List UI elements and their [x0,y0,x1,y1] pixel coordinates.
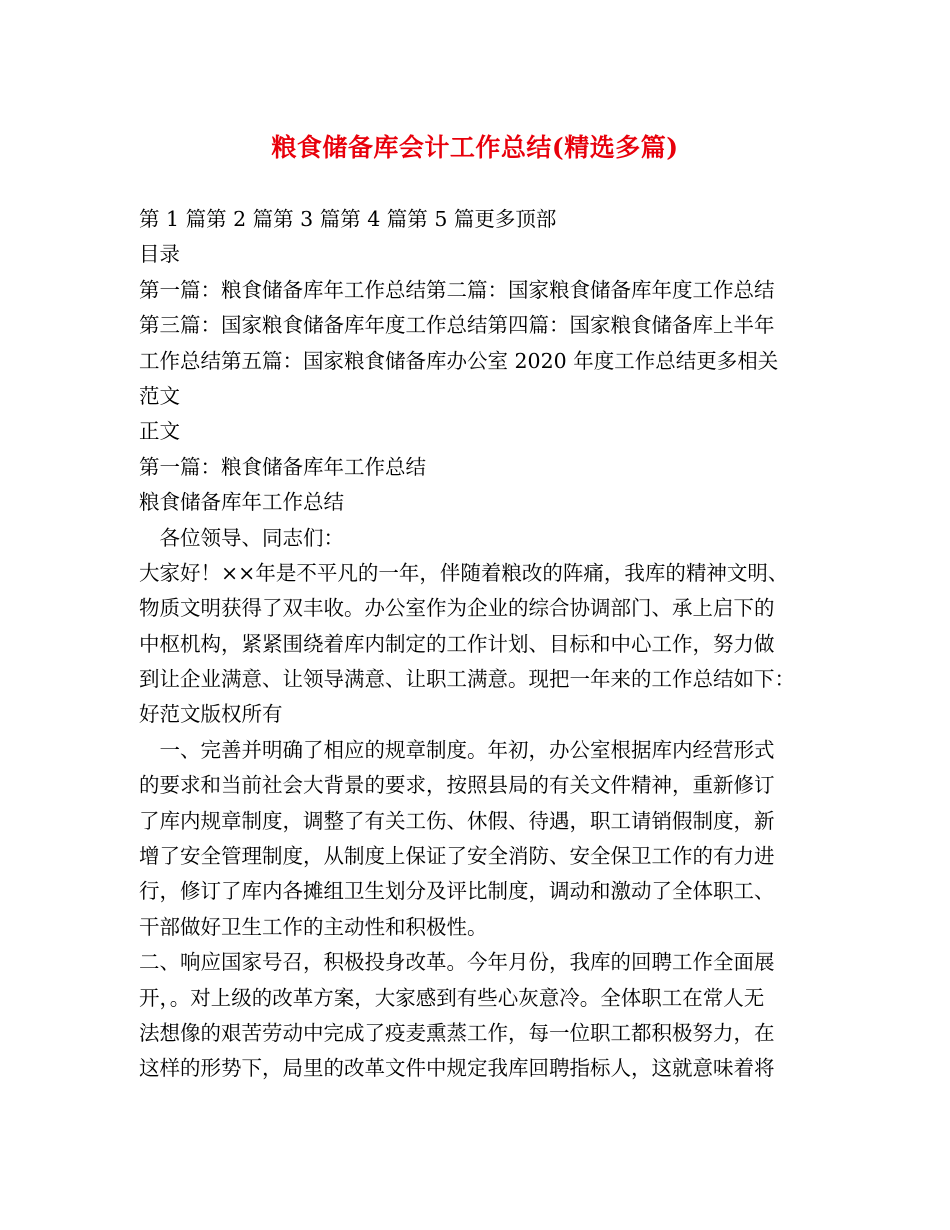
body-line: 第一篇：粮食储备库年工作总结第二篇：国家粮食储备库年度工作总结 [139,277,775,302]
body-line: 这样的形势下，局里的改革文件中规定我库回聘指标人，这就意味着将 [139,1056,775,1081]
body-line: 各位领导、同志们： [139,525,344,550]
body-line: 粮食储备库年工作总结 [139,490,344,515]
body-line: 第一篇：粮食储备库年工作总结 [139,454,426,479]
body-line: 目录 [139,242,180,267]
body-line: 物质文明获得了双丰收。办公室作为企业的综合协调部门、承上启下的 [139,596,775,621]
body-line: 一、完善并明确了相应的规章制度。年初，办公室根据库内经营形式 [139,737,775,762]
body-line: 中枢机构，紧紧围绕着库内制定的工作计划、目标和中心工作，努力做 [139,631,775,656]
body-line: 法想像的艰苦劳动中完成了疫麦熏蒸工作，每一位职工都积极努力，在 [139,1020,775,1045]
body-line: 工作总结第五篇：国家粮食储备库办公室 2020 年度工作总结更多相关 [139,348,779,373]
body-line: 增了安全管理制度，从制度上保证了安全消防、安全保卫工作的有力进 [139,844,775,869]
document-title: 粮食储备库会计工作总结(精选多篇) [271,133,679,162]
document-body [139,202,819,1087]
body-line: 行，修订了库内各摊组卫生划分及评比制度，调动和激动了全体职工、 [139,879,775,904]
body-line: 二、响应国家号召，积极投身改革。今年月份，我库的回聘工作全面展 [139,950,775,975]
body-line: 第三篇：国家粮食储备库年度工作总结第四篇：国家粮食储备库上半年 [139,313,775,338]
body-line: 范文 [139,383,180,408]
body-line: 好范文版权所有 [139,702,283,727]
body-line: 第 1 篇第 2 篇第 3 篇第 4 篇第 5 篇更多顶部 [139,207,557,231]
body-line: 到让企业满意、让领导满意、让职工满意。现把一年来的工作总结如下： [139,667,795,692]
body-line: 干部做好卫生工作的主动性和积极性。 [139,914,488,939]
body-line: 开，。对上级的改革方案，大家感到有些心灰意冷。全体职工在常人无 [139,985,765,1010]
body-line: 的要求和当前社会大背景的要求，按照县局的有关文件精神，重新修订 [139,773,775,798]
body-line: 正文 [139,419,180,444]
body-line: 大家好！××年是不平凡的一年，伴随着粮改的阵痛，我库的精神文明、 [139,560,789,585]
body-line: 了库内规章制度，调整了有关工伤、休假、待遇，职工请销假制度，新 [139,808,775,833]
